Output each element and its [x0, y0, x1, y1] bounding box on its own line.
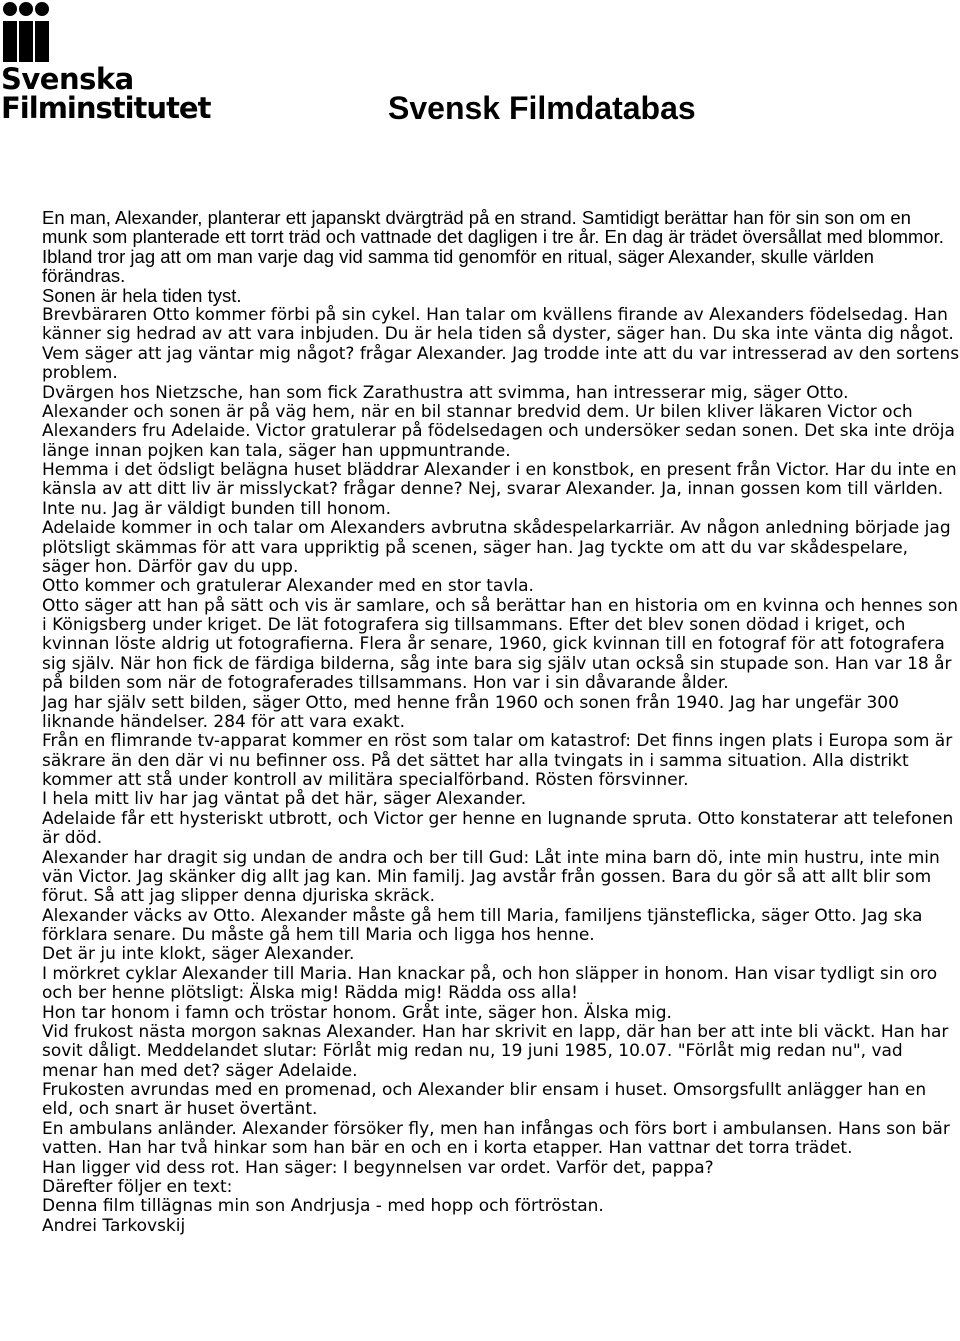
logo-bar — [35, 21, 49, 62]
body-paragraph: Otto kommer och gratulerar Alexander med en stor tavla. — [42, 576, 534, 597]
body-paragraph: Hon tar honom i famn och tröstar honom. Gråt inte, säger hon. Älska mig. — [42, 1002, 672, 1023]
synopsis-body — [42, 306, 960, 1236]
logo-dots-icon — [3, 2, 49, 17]
body-paragraph: Hemma i det ödsligt belägna huset bläddrar Alexander i en konstbok, en present från Victor. Har du inte en känsla av att ditt liv är misslyckat? frågar denne? Nej, svarar Alexander. Ja, innan gossen kom till världen. Inte nu. Jag är väldigt bunden till honom. — [42, 460, 957, 519]
body-paragraph: Alexander väcks av Otto. Alexander måste gå hem till Maria, familjens tjänsteflicka, säger Otto. Jag ska förklara senare. Du måste gå hem till Maria och ligga hos henne. — [42, 905, 923, 945]
site-title: Svensk Filmdatabas — [388, 90, 696, 126]
body-paragraph: Alexander och sonen är på väg hem, när en bil stannar bredvid dem. Ur bilen kliver läkaren Victor och Alexanders fru Adelaide. Victor gratulerar på födelsedagen och undersöker sedan sonen. Det ska inte dröja länge innan pojken kan tala, säger han uppmuntrande. — [42, 401, 955, 461]
logo-bars-icon — [3, 21, 49, 62]
body-paragraph: Denna film tillägnas min son Andrjusja - med hopp och förtröstan. — [42, 1196, 604, 1217]
intro-paragraph: Sonen är hela tiden tyst. — [42, 284, 242, 306]
body-paragraph: Han ligger vid dess rot. Han säger: I begynnelsen var ordet. Varför det, pappa? — [42, 1157, 714, 1178]
svenska-filminstitutet-logo[interactable] — [0, 0, 211, 125]
signature: Andrei Tarkovskij — [42, 1215, 186, 1236]
body-paragraph: Vem säger att jag väntar mig något? frågar Alexander. Jag trodde inte att du var intresserad av den sortens problem. — [42, 343, 960, 384]
intro-paragraph: En man, Alexander, planterar ett japanskt dvärgträd på en strand. Samtidigt berättar han för sin son om en munk som planterade ett torrt träd och vattnade det dagligen i tre år. En dag är trädet översållat med blommor. Ibland tror jag att om man varje dag vid samma tid genomför en ritual, säger Alexander, skulle världen förändras. — [42, 207, 944, 287]
body-paragraph: Vid frukost nästa morgon saknas Alexander. Han har skrivit en lapp, där han ber att inte bli väckt. Han har sovit dåligt. Meddelandet slutar: Förlåt mig redan nu, 19 juni 1985, 10.07. "Förlåt mig redan nu", vad menar han med det? säger Adelaide. — [42, 1021, 949, 1081]
body-paragraph: Frukosten avrundas med en promenad, och Alexander blir ensam i huset. Omsorgsfullt anlägger han en eld, och snart är huset övertänt. — [42, 1080, 927, 1120]
body-paragraph: I hela mitt liv har jag väntat på det här, säger Alexander. — [42, 789, 527, 810]
body-paragraph: Brevbäraren Otto kommer förbi på sin cykel. Han talar om kvällens firande av Alexanders födelsedag. Han känner sig hedrad av att vara inbjuden. Du är hela tiden så dyster, säger han. Du ska inte vänta dig något. — [42, 305, 954, 345]
body-paragraph: I mörkret cyklar Alexander till Maria. Han knackar på, och hon släpper in honom. Han visar tydligt sin oro och ber henne plötsligt: Älska mig! Rädda mig! Rädda oss alla! — [42, 963, 938, 1004]
body-paragraph: Adelaide kommer in och talar om Alexanders avbrutna skådespelarkarriär. Av någon anledning började jag plötsligt skämmas för att vara uppriktig på scenen, säger han. Jag tyckte om att du var skådespelare, säger hon. Därför gav du upp. — [42, 518, 951, 577]
body-paragraph: Alexander har dragit sig undan de andra och ber till Gud: Låt inte mina barn dö, inte min hustru, inte min vän Victor. Jag skänker dig allt jag kan. Min familj. Jag avstår från gossen. Bara du gör så att allt blir som förut. Så att jag slipper denna djuriska skräck. — [42, 847, 940, 907]
logo-dot — [3, 2, 17, 16]
body-paragraph: Otto säger att han på sätt och vis är samlare, och så berättar han en historia om en kvinna och hennes son i Königsberg under kriget. De lät fotografera sig tillsammans. Efter det blev sonen dödad i kriget, och kvinnan löste aldrig ut fotografierna. Flera år senare, 1960, gick kvinnan till en fotograf för att fotografera sig själv. När hon fick de färdiga bilderna, såg inte bara sig själv utan också sin stupade son. Han var 18 år på bilden som när de fotograferades tillsammans. Hon var i sin dåvarande ålder. — [42, 595, 959, 694]
logo-dot — [19, 2, 33, 16]
body-paragraph: Dvärgen hos Nietzsche, han som fick Zarathustra att svimma, han intresserar mig, säger Otto. — [42, 382, 849, 403]
logo-text-line1: Svenska — [1, 62, 134, 96]
body-paragraph: Därefter följer en text: — [42, 1176, 233, 1197]
body-paragraph: Det är ju inte klokt, säger Alexander. — [42, 944, 355, 965]
body-paragraph: En ambulans anländer. Alexander försöker fly, men han infångas och förs bort i ambulansen. Hans son bär vatten. Han har två hinkar som han bär en och en i korta etapper. Han vattnar det torra trädet. — [42, 1118, 950, 1159]
body-paragraph: Jag har själv sett bilden, säger Otto, med henne från 1960 och sonen från 1940. Jag har ungefär 300 liknande händelser. 284 för att vara exakt. — [42, 692, 899, 732]
body-paragraph: Från en flimrande tv-apparat kommer en röst som talar om katastrof: Det finns ingen plats i Europa som är säkrare än den där vi nu befinner oss. På det sättet har alla tvingats in i samma situation. Alla distrikt kommer att stå under kontroll av militära specialförband. Rösten försvinner. — [42, 731, 953, 790]
logo-dot — [35, 2, 49, 16]
logo-text-line2: Filminstitutet — [1, 91, 211, 125]
logo-bar — [19, 21, 33, 62]
synopsis-intro — [42, 208, 960, 305]
logo-bar — [3, 21, 17, 62]
body-paragraph: Adelaide får ett hysteriskt utbrott, och Victor ger henne en lugnande spruta. Otto konstaterar att telefonen är död. — [42, 808, 954, 849]
